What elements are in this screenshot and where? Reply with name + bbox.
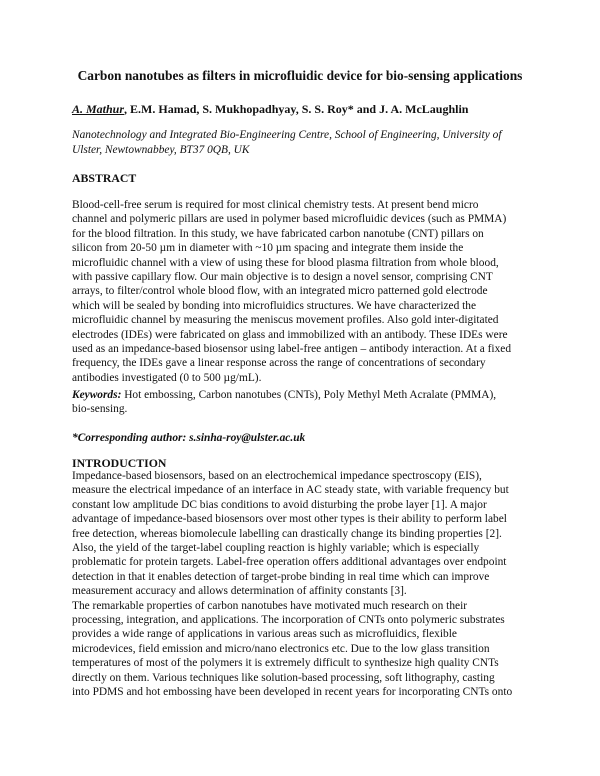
abstract-line: Blood-cell-free serum is required for most clinical chemistry tests. At present bend micro [72,199,479,211]
author-list [72,102,468,117]
abstract-line: used as an impedance-based biosensor using label-free antigen – antibody interaction. At a fixed [72,343,512,356]
intro-line: microdevices, field emission and micro/nano electronics etc. Due to the low glass transition [72,642,490,655]
intro-line: provides a wide range of applications in various areas such as microfluidics, flexible [72,628,457,641]
intro-line: Impedance-based biosensors, based on an electrochemical impedance spectroscopy (EIS), [72,470,482,482]
paper-title: Carbon nanotubes as filters in microfluidic device for bio-sensing applications [77,68,523,83]
keywords-text: Hot embossing, Carbon nanotubes (CNTs), Poly Methyl Meth Acralate (PMMA), [121,389,497,401]
intro-line: temperatures of most of the polymers it is extremely difficult to synthesize high quality CNTs [72,657,499,670]
intro-line: advantage of impedance-based biosensors over most other types is their ability to perform label [72,513,507,526]
abstract-line: microfluidic channel by measuring the meniscus movement profiles. Also gold inter-digitated [72,314,499,327]
intro-line: directly on them. Various techniques like solution-based processing, soft lithography, casting [72,671,495,684]
intro-line: Also, the yield of the target-label coupling reaction is highly variable; which is especially [72,542,480,555]
intro-line: free detection, whereas biomolecule labelling can drastically change its binding properties [2]. [72,527,502,540]
abstract-line: which will be sealed by bonding into microfluidics structures. We have characterized the [72,299,477,312]
intro-line: The remarkable properties of carbon nanotubes have motivated much research on their [72,599,468,612]
abstract-line: microfluidic channel with a view of using these for blood plasma filtration from whole blood, [72,256,499,269]
abstract-line: with passive capillary flow. Our main objective is to design a novel sensor, comprising CNT [72,271,493,284]
intro-line: constant low amplitude DC bias conditions to avoid disturbing the probe layer [1]. A major [72,498,487,511]
abstract-line: arrays, to filter/control whole blood flow, with an integrated micro patterned gold electrode [72,285,488,298]
other-authors: , E.M. Hamad, S. Mukhopadhyay, S. S. Roy* and J. A. McLaughlin [124,102,469,116]
abstract-line: channel and polymeric pillars are used in polymer based microfluidic devices (such as PMMA) [72,213,507,226]
abstract-line: silicon from 20-50 µm in diameter with ~10 µm spacing and integrate them inside the [72,242,464,255]
abstract-body [72,198,532,385]
abstract-line: frequency, the IDEs gave a linear response across the range of concentrations of secondary [72,357,486,370]
keywords-label: Keywords: [72,389,122,401]
abstract-line: electrodes (IDEs) were fabricated on glass and immobilized with an antibody. These IDEs were [72,328,508,341]
introduction-body [72,469,532,700]
corresponding-author: *Corresponding author: s.sinha-roy@ulster.ac.uk [72,432,306,444]
abstract-heading: ABSTRACT [72,171,137,185]
abstract-line: for the blood filtration. In this study, we have fabricated carbon nanotube (CNT) pillars on [72,227,484,240]
first-author: A. Mathur [72,102,125,116]
intro-line: measurement accuracy and allows determination of affinity constants [3]. [72,585,407,598]
intro-line: into PDMS and hot embossing have been developed in recent years for incorporating CNTs onto [72,686,513,699]
intro-line: problematic for protein targets. Label-free operation offers additional advantages over endpoint [72,556,507,569]
intro-line: processing, integration, and applications. The incorporation of CNTs onto polymeric substrates [72,614,505,627]
introduction-heading: INTRODUCTION [72,456,167,470]
abstract-line: antibodies investigated (0 to 500 µg/mL). [72,371,262,384]
intro-line: detection in that it enables detection of target-probe binding in real time which can improve [72,570,490,583]
keywords [72,388,532,417]
affiliation-line: Nanotechnology and Integrated Bio-Engineering Centre, School of Engineering, University of [72,129,502,141]
keywords-text: bio-sensing. [72,403,128,416]
affiliation-line: Ulster, Newtownabbey, BT37 0QB, UK [72,144,250,156]
intro-line: measure the electrical impedance of an interface in AC steady state, with variable frequency but [72,484,509,497]
affiliation [72,128,532,158]
